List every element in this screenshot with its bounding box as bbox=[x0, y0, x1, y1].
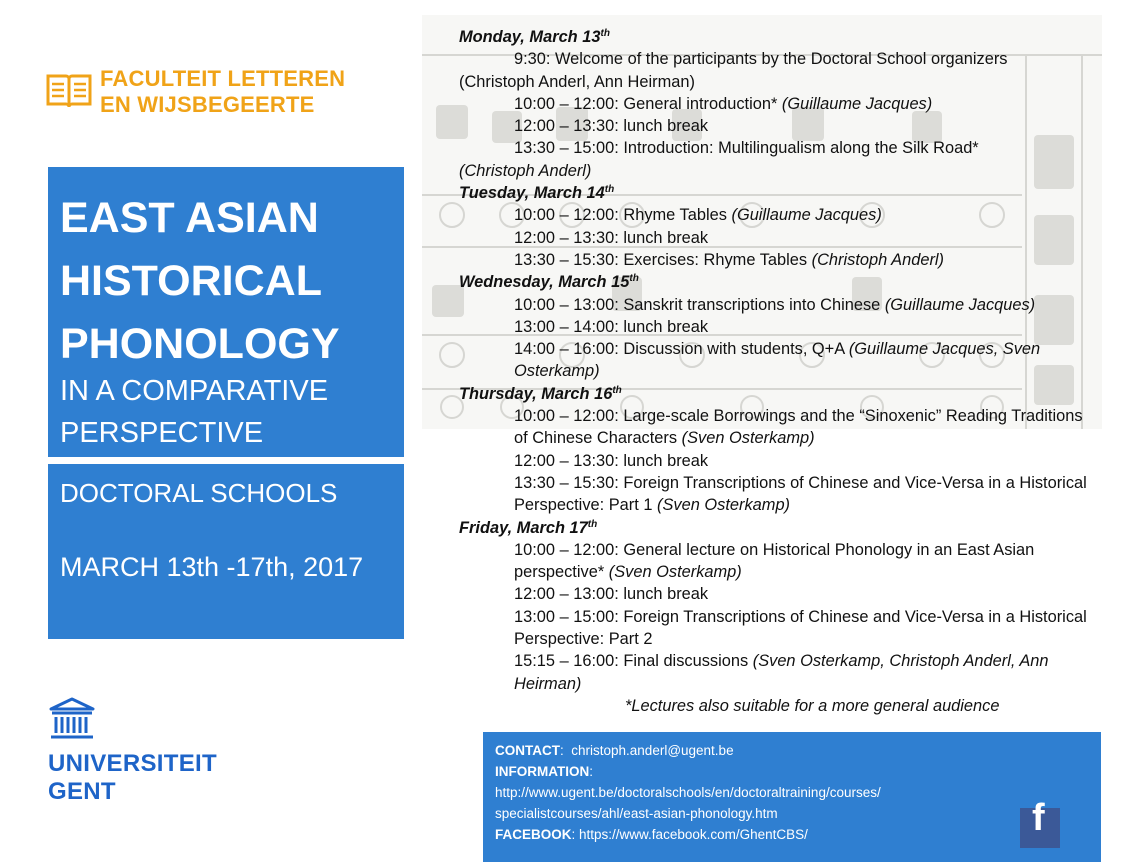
audience-note: *Lectures also suitable for a more general audience bbox=[625, 696, 1000, 715]
day-heading-wednesday: Wednesday, March 15th bbox=[459, 273, 639, 292]
doctoral-dates: MARCH 13th -17th, 2017 bbox=[60, 552, 364, 582]
university-line1: UNIVERSITEIT bbox=[48, 750, 217, 777]
program-schedule bbox=[459, 26, 1099, 717]
information-url-line1[interactable]: http://www.ugent.be/doctoralschools/en/doctoraltraining/courses/ bbox=[495, 785, 881, 800]
schedule-item-continuation: (Christoph Anderl) bbox=[459, 161, 592, 180]
schedule-item: 12:00 – 13:30: lunch break bbox=[514, 451, 709, 470]
schedule-item: 10:00 – 12:00: General introduction* (Guillaume Jacques) bbox=[514, 94, 933, 113]
day-heading-tuesday: Tuesday, March 14th bbox=[459, 184, 615, 203]
facebook-url[interactable]: https://www.facebook.com/GhentCBS/ bbox=[579, 827, 808, 842]
schedule-item: 13:30 – 15:30: Exercises: Rhyme Tables (Christoph Anderl) bbox=[514, 250, 945, 269]
faculty-line1: FACULTEIT LETTEREN bbox=[100, 66, 346, 91]
schedule-item: 13:00 – 15:00: Foreign Transcriptions of Chinese and Vice-Versa in a Historical Perspective: Part 2 bbox=[514, 607, 1087, 649]
doctoral-box bbox=[48, 464, 404, 639]
schedule-item: 12:00 – 13:30: lunch break bbox=[514, 117, 709, 136]
title-box bbox=[48, 167, 404, 457]
schedule-item: 12:00 – 13:30: lunch break bbox=[514, 228, 709, 247]
title-line1: EAST ASIAN bbox=[60, 194, 319, 242]
day-heading-monday: Monday, March 13th bbox=[459, 28, 610, 46]
doctoral-label: DOCTORAL SCHOOLS bbox=[60, 478, 338, 508]
schedule-item: 13:00 – 14:00: lunch break bbox=[514, 317, 709, 336]
contact-box bbox=[483, 732, 1101, 862]
day-heading-thursday: Thursday, March 16th bbox=[459, 384, 622, 403]
title-line3: PHONOLOGY bbox=[60, 320, 340, 368]
facebook-icon[interactable]: f bbox=[1020, 808, 1060, 848]
schedule-item: 14:00 – 16:00: Discussion with students, Q+A (Guillaume Jacques, Sven Osterkamp) bbox=[514, 340, 1041, 381]
contact-email[interactable]: christoph.anderl@ugent.be bbox=[571, 743, 734, 758]
university-building-icon bbox=[48, 697, 96, 741]
schedule-item-continuation: (Christoph Anderl, Ann Heirman) bbox=[459, 72, 695, 91]
information-line: INFORMATION: bbox=[495, 764, 594, 779]
faculty-logo bbox=[46, 66, 345, 118]
book-icon bbox=[46, 70, 92, 110]
information-url-line2[interactable]: specialistcourses/ahl/east-asian-phonology.htm bbox=[495, 806, 778, 821]
contact-line: CONTACT: christoph.anderl@ugent.be bbox=[495, 743, 734, 758]
facebook-line: FACEBOOK: https://www.facebook.com/GhentCBS/ bbox=[495, 827, 808, 842]
subtitle-line2: PERSPECTIVE bbox=[60, 417, 264, 449]
schedule-item: 10:00 – 12:00: Rhyme Tables (Guillaume Jacques) bbox=[514, 206, 882, 225]
schedule-item: 10:00 – 13:00: Sanskrit transcriptions into Chinese (Guillaume Jacques) bbox=[514, 295, 1036, 314]
university-line2: GENT bbox=[48, 778, 116, 805]
schedule-item: 12:00 – 13:00: lunch break bbox=[514, 585, 709, 604]
faculty-name bbox=[100, 66, 345, 118]
university-name bbox=[48, 750, 217, 806]
schedule-item: 9:30: Welcome of the participants by the Doctoral School organizers bbox=[514, 50, 1008, 69]
schedule-item: 10:00 – 12:00: General lecture on Historical Phonology in an East Asian perspective* (Sven Osterkamp) bbox=[514, 540, 1035, 582]
title-line2: HISTORICAL bbox=[60, 257, 322, 305]
page-subtitle bbox=[60, 370, 328, 454]
subtitle-line1: IN A COMPARATIVE bbox=[60, 375, 329, 407]
schedule-item: 10:00 – 12:00: Large-scale Borrowings and the “Sinoxenic” Reading Traditions of Chinese Characters (Sven Osterkamp) bbox=[514, 407, 1083, 448]
schedule-item: 13:30 – 15:00: Introduction: Multilingualism along the Silk Road* bbox=[514, 139, 979, 158]
faculty-line2: EN WIJSBEGEERTE bbox=[100, 92, 315, 117]
page-title bbox=[60, 187, 340, 376]
schedule-item: 13:30 – 15:30: Foreign Transcriptions of Chinese and Vice-Versa in a Historical Perspective: Part 1 (Sven Osterkamp) bbox=[514, 473, 1087, 515]
university-logo bbox=[48, 697, 217, 806]
day-heading-friday: Friday, March 17th bbox=[459, 518, 598, 537]
schedule-item: 15:15 – 16:00: Final discussions (Sven Osterkamp, Christoph Anderl, Ann Heirman) bbox=[514, 652, 1049, 693]
